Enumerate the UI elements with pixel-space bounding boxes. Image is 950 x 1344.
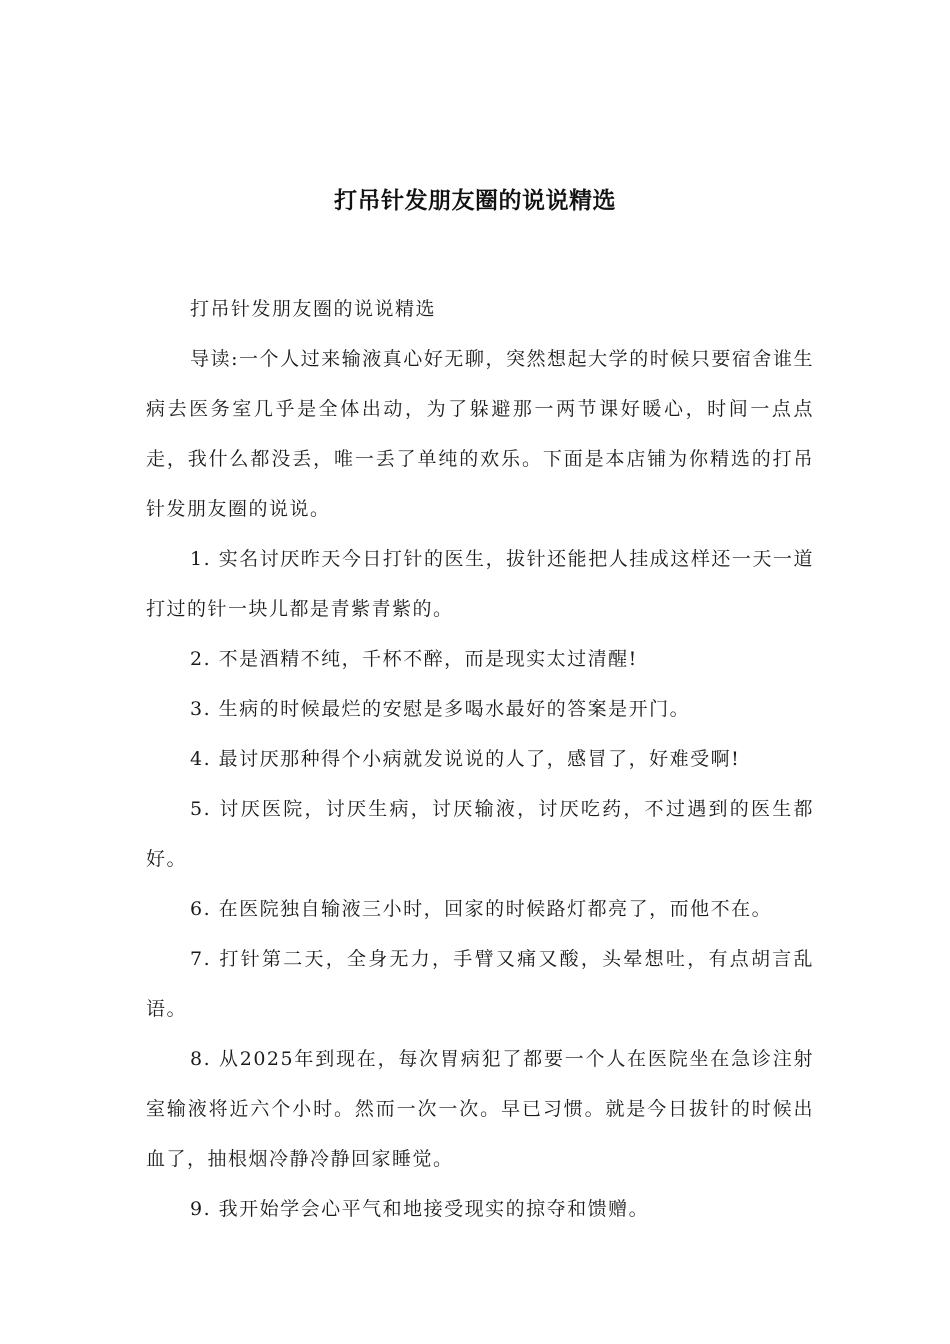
list-item-7: 7. 打针第二天，全身无力，手臂又痛又酸，头晕想吐，有点胡言乱语。 (146, 948, 814, 1020)
paragraph-heading: 打吊针发朋友圈的说说精选 (190, 298, 437, 320)
list-item-3: 3. 生病的时候最烂的安慰是多喝水最好的答案是开门。 (190, 698, 691, 720)
paragraph-intro: 导读:一个人过来输液真心好无聊，突然想起大学的时候只要宿舍谁生病去医务室几乎是全体出动，为了躲避那一两节课好暖心，时间一点点走，我什么都没丢，唯一丢了单纯的欢乐。下面是本店铺为你精选的打吊针发朋友圈的说说。 (146, 348, 814, 520)
list-item-8: 8. 从2025年到现在，每次胃病犯了都要一个人在医院坐在急诊注射室输液将近六个小时。然而一次一次。早已习惯。就是今日拔针的时候出血了，抽根烟冷静冷静回家睡觉。 (146, 1048, 814, 1170)
list-item-2: 2. 不是酒精不纯，千杯不醉，而是现实太过清醒! (190, 648, 638, 670)
list-item-1: 1. 实名讨厌昨天今日打针的医生，拔针还能把人挂成这样还一天一道打过的针一块儿都是青紫青紫的。 (146, 548, 814, 620)
list-item-6: 6. 在医院独自输液三小时，回家的时候路灯都亮了，而他不在。 (190, 898, 773, 920)
document-body (146, 284, 814, 1234)
list-item-9: 9. 我开始学会心平气和地接受现实的掠夺和馈赠。 (190, 1198, 650, 1220)
list-item-5: 5. 讨厌医院，讨厌生病，讨厌输液，讨厌吃药，不过遇到的医生都好。 (146, 798, 814, 870)
document-title: 打吊针发朋友圈的说说精选 (334, 188, 616, 214)
list-item-4: 4. 最讨厌那种得个小病就发说说的人了，感冒了，好难受啊! (190, 748, 741, 770)
